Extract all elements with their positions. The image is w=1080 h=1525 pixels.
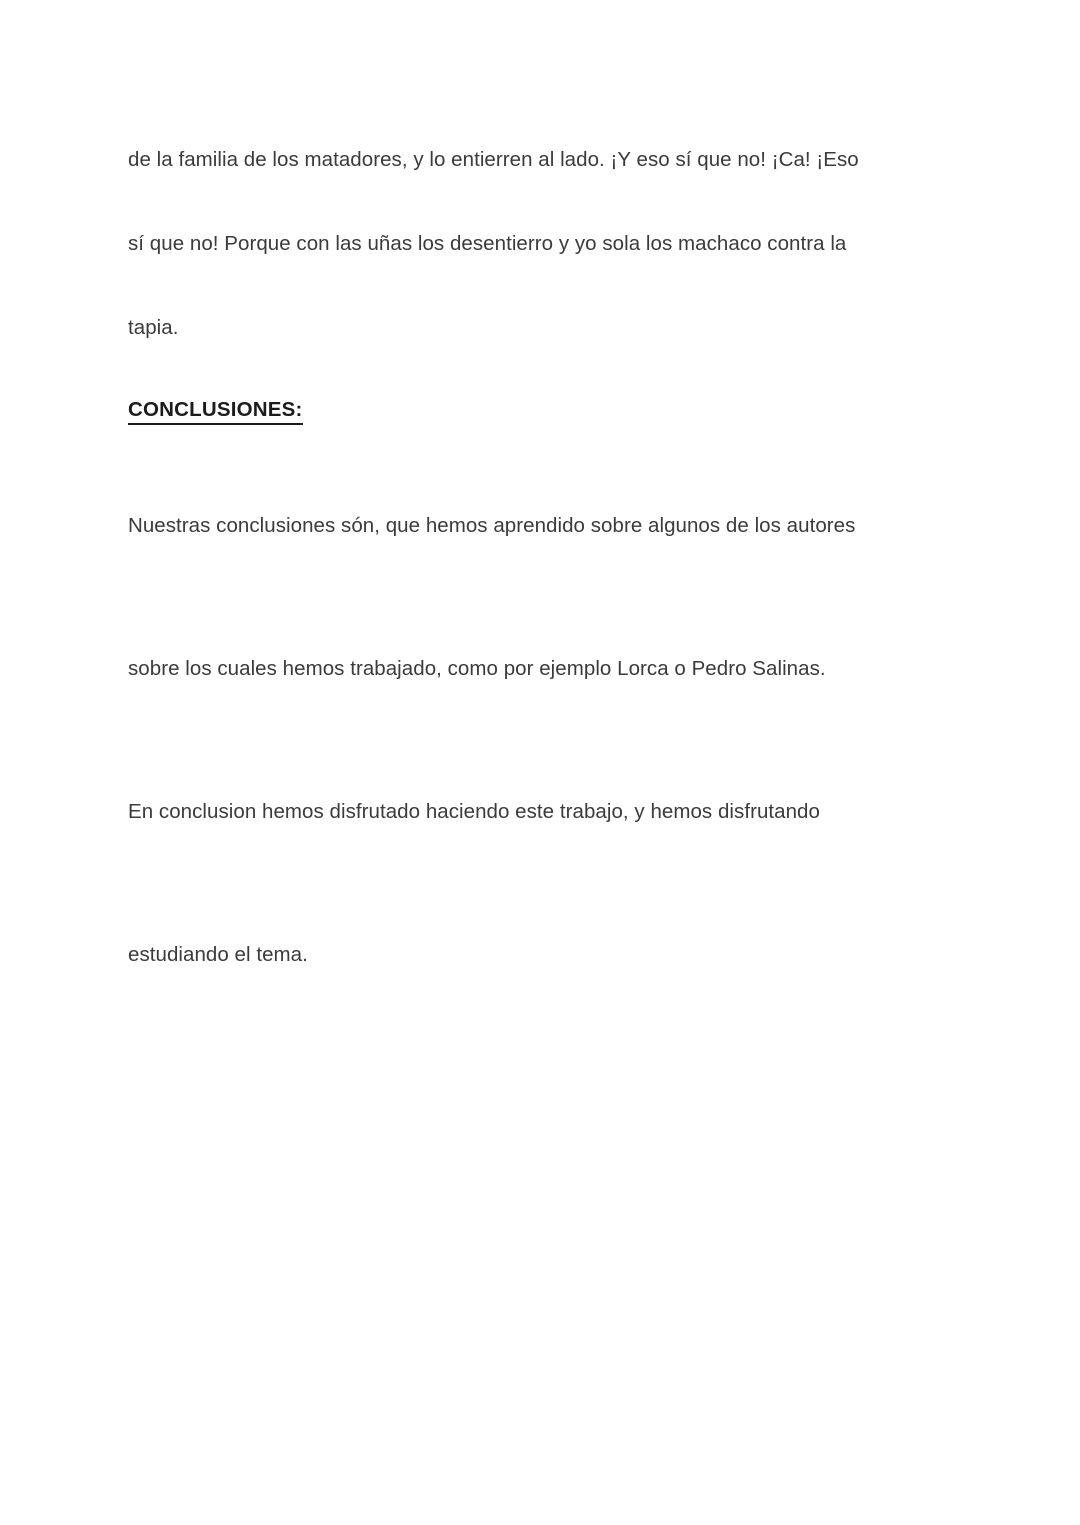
paragraph-intro-line-1: de la familia de los matadores, y lo entierren al lado. ¡Y eso sí que no! ¡Ca! ¡Eso	[128, 148, 859, 171]
section-heading-text: CONCLUSIONES:	[128, 398, 303, 425]
paragraph-two	[128, 740, 964, 1026]
section-heading-conclusiones	[128, 370, 964, 454]
paragraph-intro-line-3: tapia.	[128, 316, 179, 339]
paragraph-one	[128, 454, 964, 740]
paragraph-intro	[128, 118, 964, 370]
document-text-body	[128, 118, 964, 1026]
paragraph-one-line-1: Nuestras conclusiones són, que hemos aprendido sobre algunos de los autores	[128, 514, 856, 537]
paragraph-two-line-2: estudiando el tema.	[128, 943, 308, 966]
paragraph-intro-line-2: sí que no! Porque con las uñas los desentierro y yo sola los machaco contra la	[128, 232, 847, 255]
paragraph-one-line-2: sobre los cuales hemos trabajado, como por ejemplo Lorca o Pedro Salinas.	[128, 657, 826, 680]
paragraph-two-line-1: En conclusion hemos disfrutado haciendo este trabajo, y hemos disfrutando	[128, 800, 820, 823]
